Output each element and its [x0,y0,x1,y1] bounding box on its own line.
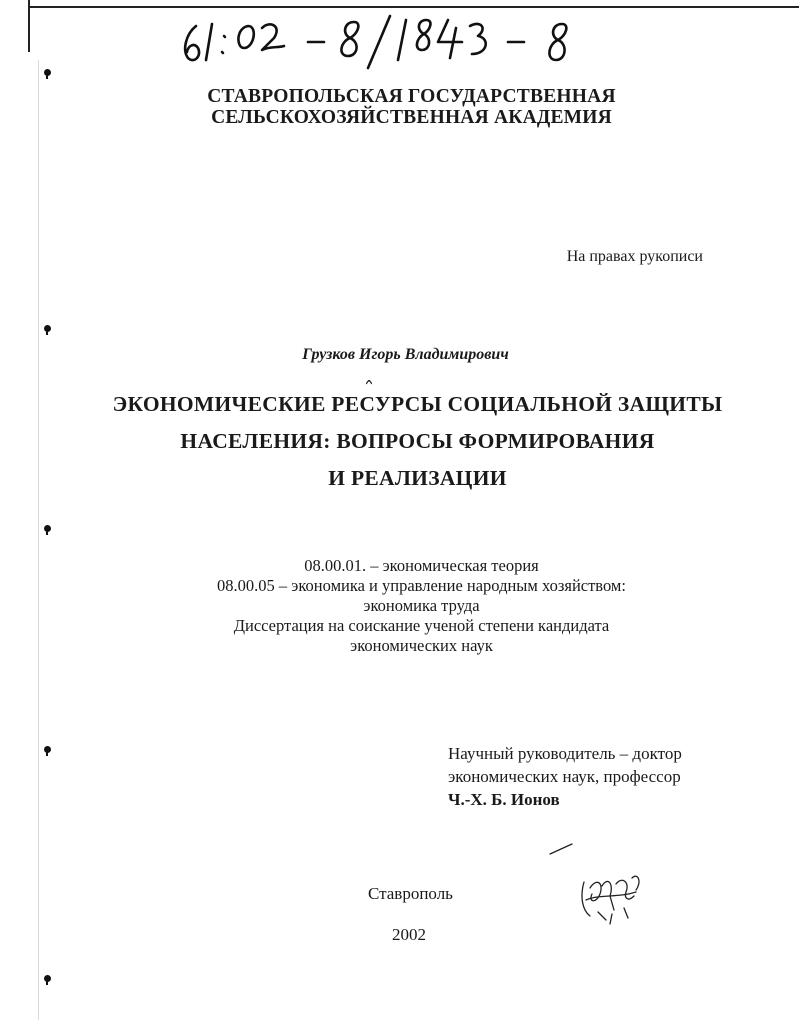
title-line-1: ЭКОНОМИЧЕСКИЕ РЕСУРСЫ СОЦИАЛЬНОЙ ЗАЩИТЫ [112,392,723,416]
author-name: Грузков Игорь Владимирович [302,346,509,363]
specialty-line-3: экономика труда [363,596,480,615]
year: 2002 [392,925,426,944]
binding-hole-mark [44,975,51,982]
binding-hole-mark [44,69,51,76]
supervisor-block [448,742,682,811]
binding-hole-mark [44,325,51,332]
binding-hole-mark [44,746,51,753]
handwritten-archive-code [178,12,598,72]
supervisor-line-1: Научный руководитель – доктор [448,744,682,763]
specialty-line-2: 08.00.05 – экономика и управление народным хозяйством: [217,576,626,595]
supervisor-line-2: экономических наук, профессор [448,767,681,786]
manuscript-note: На правах рукописи [566,248,703,265]
signature [540,838,650,928]
supervisor-name: Ч.-Х. Б. Ионов [448,790,560,809]
specialty-line-1: 08.00.01. – экономическая теория [304,556,539,575]
title-line-3: И РЕАЛИЗАЦИИ [328,466,507,490]
scan-frame-left [28,0,30,52]
academy-line-1: СТАВРОПОЛЬСКАЯ ГОСУДАРСТВЕННАЯ [207,86,616,107]
scan-frame-top [28,0,799,8]
academy-name [12,86,799,128]
specialty-line-5: экономических наук [350,636,493,655]
dissertation-title [18,386,799,497]
title-line-2: НАСЕЛЕНИЯ: ВОПРОСЫ ФОРМИРОВАНИЯ [180,429,655,453]
stray-mark-icon [366,380,372,385]
city: Ставрополь [368,884,453,903]
margin-line [38,60,39,1020]
specialty-block [22,556,799,656]
academy-line-2: СЕЛЬСКОХОЗЯЙСТВЕННАЯ АКАДЕМИЯ [211,107,612,128]
binding-hole-mark [44,525,51,532]
specialty-line-4: Диссертация на соискание ученой степени кандидата [233,616,610,635]
